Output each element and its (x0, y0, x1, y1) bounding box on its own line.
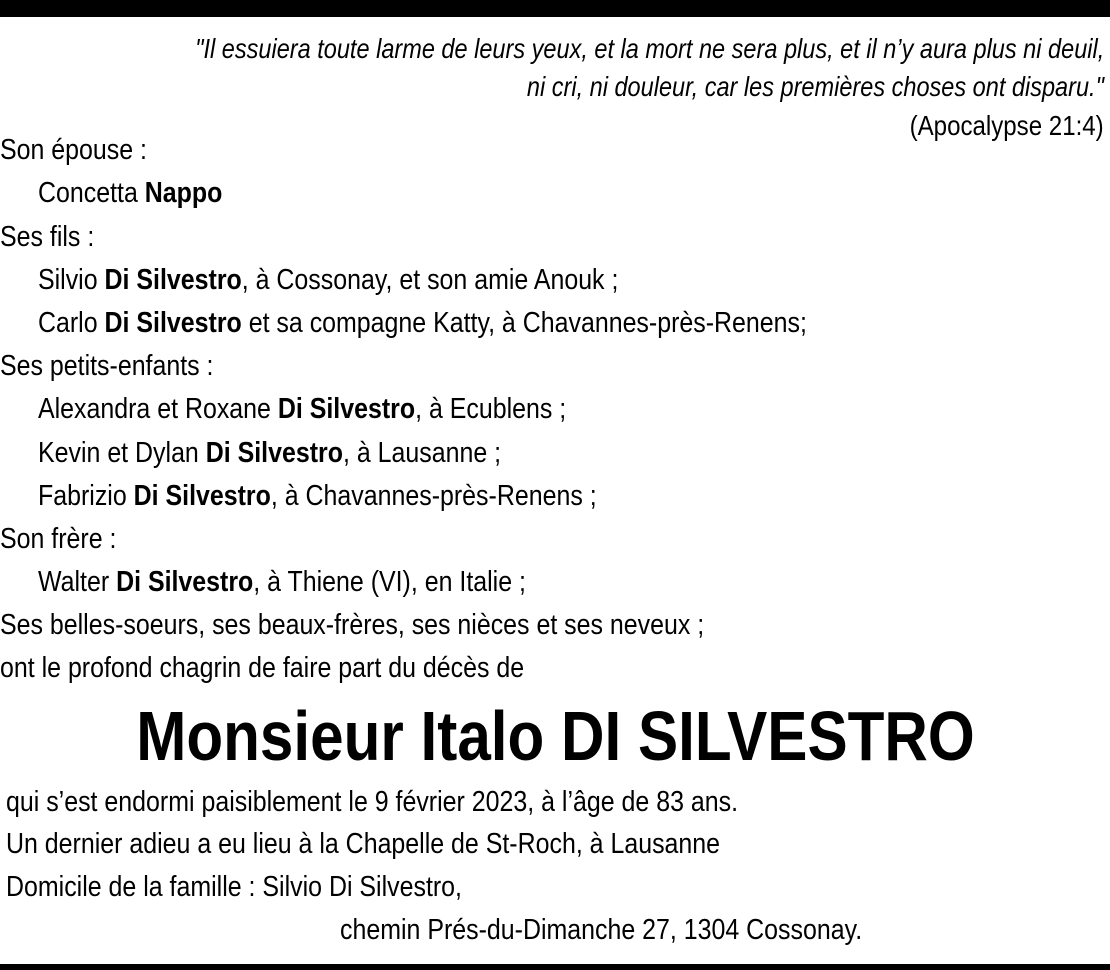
spouse-entry: Concetta Nappo (38, 177, 223, 209)
details-line-4: chemin Prés-du-Dimanche 27, 1304 Cossonay. (340, 914, 863, 946)
son-entry-2: Carlo Di Silvestro et sa compagne Katty, à Chavannes-près-Renens; (38, 307, 807, 339)
quote-line-1: "Il essuiera toute larme de leurs yeux, et la mort ne sera plus, et il n’y aura plus ni deuil, (194, 33, 1104, 64)
grandchild-entry-1: Alexandra et Roxane Di Silvestro, à Ecublens ; (38, 393, 567, 425)
quote-line-2: ni cri, ni douleur, car les premières choses ont disparu." (526, 71, 1104, 102)
details-line-1: qui s’est endormi paisiblement le 9 février 2023, à l’âge de 83 ans. (6, 786, 739, 818)
brother-heading: Son frère : (0, 523, 117, 555)
deceased-name: Monsieur Italo DI SILVESTRO (135, 697, 975, 775)
bottom-rule (0, 964, 1110, 970)
details-line-3: Domicile de la famille : Silvio Di Silvestro, (6, 871, 462, 903)
brother-entry: Walter Di Silvestro, à Thiene (VI), en Italie ; (38, 566, 526, 598)
grandchildren-heading: Ses petits-enfants : (0, 350, 214, 382)
in-laws-line: Ses belles-soeurs, ses beaux-frères, ses nièces et ses neveux ; (0, 609, 705, 641)
quote-reference: (Apocalypse 21:4) (909, 110, 1104, 141)
spouse-heading: Son épouse : (0, 134, 147, 166)
details-line-2: Un dernier adieu a eu lieu à la Chapelle de St-Roch, à Lausanne (6, 828, 721, 860)
top-rule (0, 0, 1110, 17)
grandchild-entry-2: Kevin et Dylan Di Silvestro, à Lausanne ; (38, 437, 502, 469)
sons-heading: Ses fils : (0, 221, 95, 253)
grandchild-entry-3: Fabrizio Di Silvestro, à Chavannes-près-Renens ; (38, 480, 597, 512)
announcement-line: ont le profond chagrin de faire part du décès de (0, 652, 525, 684)
son-entry-1: Silvio Di Silvestro, à Cossonay, et son amie Anouk ; (38, 264, 619, 296)
